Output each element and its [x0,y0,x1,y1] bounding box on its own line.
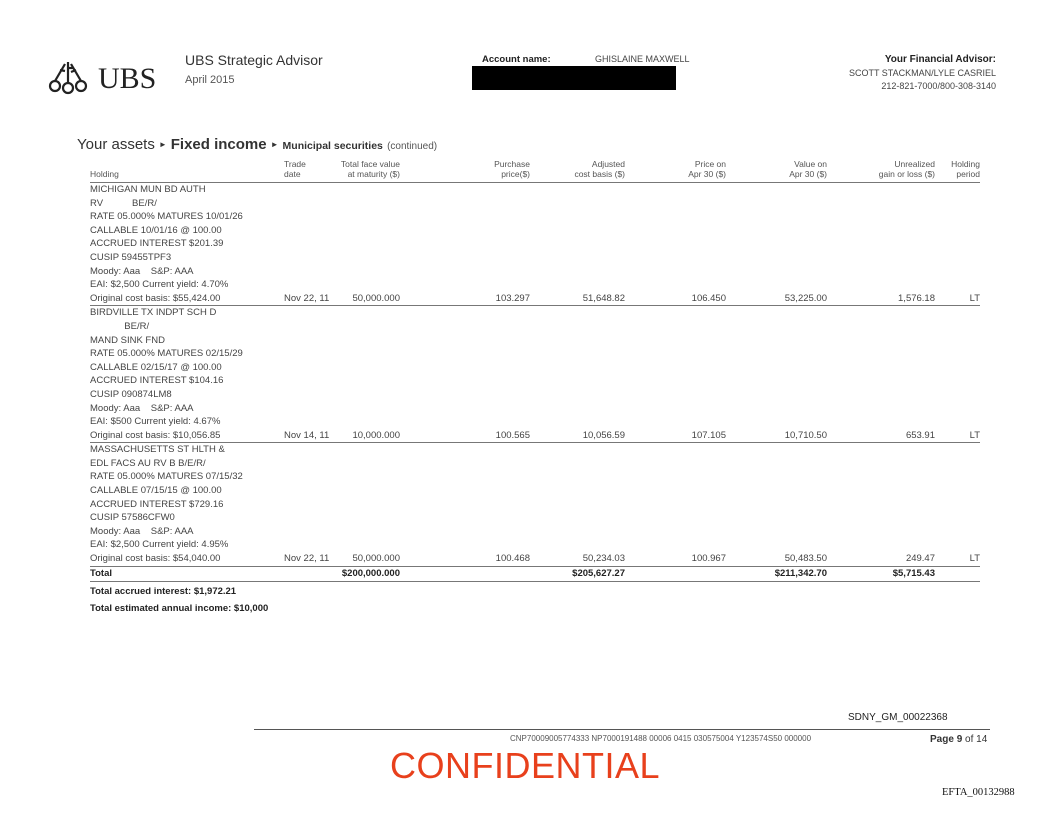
purchase-price: 100.565 [495,429,530,441]
values-line [90,292,980,306]
price: 106.450 [691,292,726,304]
confidential-stamp: CONFIDENTIAL [390,745,661,786]
price: 100.967 [691,553,726,565]
holding-line: CUSIP 090874LM8 [90,388,172,400]
holding-line: BE/R/ [90,320,150,332]
statement-period: April 2015 [185,74,235,86]
account-name-label: Account name: [482,54,551,65]
bates-number: SDNY_GM_00022368 [848,712,948,723]
holding-line: EAI: $500 Current yield: 4.67% [90,416,221,428]
efta-number: EFTA_00132988 [942,787,1015,798]
col-trade-date: Trade date [284,159,306,179]
holding-line: Moody: Aaa S&P: AAA [90,525,194,537]
holding-line: ACCRUED INTEREST $104.16 [90,375,224,387]
total-unrealized-gain: $5,715.43 [892,567,935,579]
market-value: 53,225.00 [784,292,827,304]
table-header [90,157,980,183]
trade-date: Nov 22, 11 [284,292,330,304]
col-face-value: Total face value at maturity ($) [340,159,400,179]
original-cost-basis: Original cost basis: $55,424.00 [90,292,221,304]
holding-line: CALLABLE 02/15/17 @ 100.00 [90,361,222,373]
col-value: Value on Apr 30 ($) [789,159,827,179]
breadcrumb-arrow-icon: ► [270,140,279,149]
account-name-value: GHISLAINE MAXWELL [595,54,690,64]
adjusted-cost: 10,056.59 [582,429,625,441]
page-number: Page 9 of 14 [930,734,988,745]
col-unrealized: Unrealized gain or loss ($) [878,159,935,179]
col-adjusted-cost: Adjusted cost basis ($) [574,159,625,179]
advisor-label: Your Financial Advisor: [884,54,996,65]
unrealized-gain: 249.47 [905,553,935,565]
total-annual-income: Total estimated annual income: $10,000 [90,602,269,614]
total-row [90,567,980,582]
breadcrumb-your-assets: Your assets [77,136,155,153]
holding-line: CUSIP 59455TPF3 [90,251,172,263]
face-value: 50,000.000 [352,292,400,304]
holding-line: RATE 05.000% MATURES 07/15/32 [90,471,243,483]
total-label: Total [90,567,112,579]
holding-period: LT [969,292,980,304]
breadcrumb-fixed-income: Fixed income [170,136,267,153]
holding-line: EDL FACS AU RV B B/E/R/ [90,457,206,469]
product-name: UBS Strategic Advisor [185,52,323,68]
holding-line: Moody: Aaa S&P: AAA [90,402,194,414]
total-market-value: $211,342.70 [774,567,827,579]
original-cost-basis: Original cost basis: $10,056.85 [90,429,221,441]
total-adjusted-cost: $205,627.27 [572,567,625,579]
document-code: CNP70009005774333 NP7000191488 00006 0415 030575004 Y123574S50 000000 [510,734,812,743]
holding-line: EAI: $2,500 Current yield: 4.70% [90,279,229,291]
continued-label: (continued) [387,141,438,152]
purchase-price: 103.297 [495,292,530,304]
section-breadcrumb [77,136,437,153]
advisor-names: SCOTT STACKMAN/LYLE CASRIEL [848,68,996,78]
unrealized-gain: 1,576.18 [898,292,935,304]
holding-line: BIRDVILLE TX INDPT SCH D [90,307,217,319]
adjusted-cost: 51,648.82 [582,292,625,304]
market-value: 10,710.50 [784,429,827,441]
face-value: 10,000.000 [352,429,400,441]
holding-line: EAI: $2,500 Current yield: 4.95% [90,539,229,551]
holding-period: LT [969,553,980,565]
col-holding: Holding [90,169,119,179]
adjusted-cost: 50,234.03 [582,553,625,565]
market-value: 50,483.50 [784,553,827,565]
breadcrumb-municipal-securities: Municipal securities [282,140,383,152]
redaction-box [472,66,676,90]
face-value: 50,000.000 [352,553,400,565]
holding-line: MASSACHUSETTS ST HLTH & [90,444,225,456]
trade-date: Nov 22, 11 [284,553,330,565]
table-row [90,306,980,443]
table-row [90,443,980,566]
holding-line: RATE 05.000% MATURES 10/01/26 [90,211,243,223]
trade-date: Nov 14, 11 [284,429,330,441]
holding-line: CALLABLE 07/15/15 @ 100.00 [90,485,222,497]
col-holding-period: Holding period [951,159,980,179]
holding-line: ACCRUED INTEREST $201.39 [90,238,224,250]
col-purchase-price: Purchase price($) [494,159,530,179]
original-cost-basis: Original cost basis: $54,040.00 [90,553,221,565]
holding-period: LT [969,429,980,441]
total-accrued-interest: Total accrued interest: $1,972.21 [90,585,237,597]
breadcrumb-arrow-icon: ► [158,140,167,149]
ubs-logo-text: UBS [98,62,157,95]
purchase-price: 100.468 [495,553,530,565]
ubs-keys-logo-icon [42,58,94,98]
price: 107.105 [691,429,726,441]
table-row [90,183,980,306]
holding-line: RV BE/R/ [90,197,157,209]
holdings-table [90,157,980,616]
holding-line: ACCRUED INTEREST $729.16 [90,498,224,510]
values-line [90,552,980,566]
holding-line: MAND SINK FND [90,334,165,346]
footer-divider [254,729,990,730]
holding-line: RATE 05.000% MATURES 02/15/29 [90,348,243,360]
holding-line: CUSIP 57586CFW0 [90,512,175,524]
unrealized-gain: 653.91 [905,429,935,441]
holding-line: Moody: Aaa S&P: AAA [90,265,194,277]
advisor-phone: 212-821-7000/800-308-3140 [881,81,996,91]
holding-line: MICHIGAN MUN BD AUTH [90,184,206,195]
values-line [90,429,980,443]
holding-line: CALLABLE 10/01/16 @ 100.00 [90,224,222,236]
total-face-value: $200,000.000 [341,567,400,579]
col-price: Price on Apr 30 ($) [688,159,726,179]
